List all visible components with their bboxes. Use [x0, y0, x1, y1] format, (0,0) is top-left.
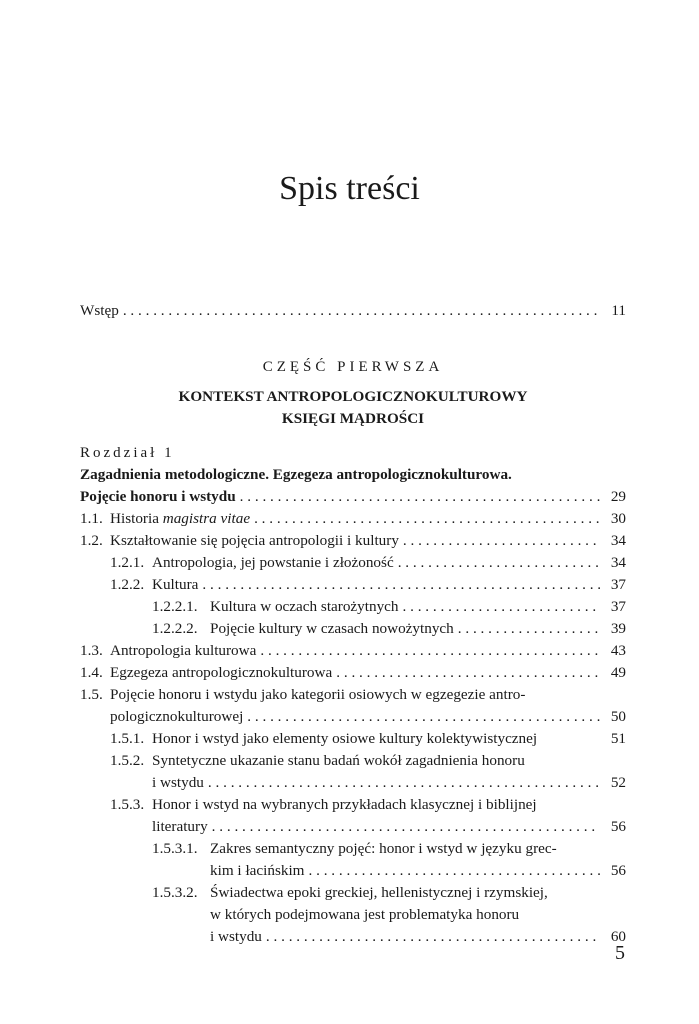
entry-text: Kultura w oczach starożytnych	[210, 598, 399, 615]
toc-entry	[80, 596, 626, 618]
entry-text: Antropologia, jej powstanie i złożoność	[152, 554, 394, 571]
toc-entry-chapter	[80, 486, 626, 508]
toc-entry-intro	[80, 300, 626, 322]
page-ref: 30	[610, 510, 626, 527]
toc-entry-multiline	[80, 684, 626, 706]
dot-leader	[403, 596, 600, 618]
dot-leader	[309, 860, 601, 882]
entry-text-pre: Historia	[110, 510, 163, 527]
chapter-title-line2: Pojęcie honoru i wstydu	[80, 488, 236, 505]
entry-text-line2: w których podejmowana jest problematyka honoru	[210, 906, 520, 923]
toc-entry	[80, 640, 626, 662]
entry-text-line2: literatury	[152, 818, 208, 835]
entry-number: 1.3.	[80, 642, 103, 659]
chapter-label: Rozdział 1	[80, 445, 175, 461]
entry-number: 1.4.	[80, 664, 103, 681]
toc-entry-multiline	[80, 750, 626, 772]
page-ref: 51	[610, 730, 626, 747]
toc-entry	[80, 552, 626, 574]
entry-text-line2: pologicznokulturowej	[110, 708, 244, 725]
entry-number: 1.2.2.1.	[152, 598, 198, 615]
toc-entry-continuation	[80, 816, 626, 838]
toc-entry	[80, 508, 626, 530]
dot-leader	[336, 662, 600, 684]
page-ref: 43	[610, 642, 626, 659]
entry-number: 1.5.	[80, 686, 103, 703]
dot-leader	[208, 772, 600, 794]
entry-number: 1.2.1.	[110, 554, 145, 571]
entry-number: 1.2.2.	[110, 576, 145, 593]
part-label: CZĘŚĆ PIERWSZA	[262, 359, 444, 375]
dot-leader	[260, 640, 600, 662]
page-ref: 56	[610, 818, 626, 835]
entry-text-line3: i wstydu	[210, 928, 262, 945]
toc-entry-multiline	[80, 838, 626, 860]
table-of-contents	[80, 300, 626, 948]
page-ref: 37	[610, 598, 626, 615]
page-number: 5	[615, 942, 625, 964]
toc-entry	[80, 574, 626, 596]
entry-text-line2: i wstydu	[152, 774, 204, 791]
toc-entry	[80, 662, 626, 684]
page-ref: 29	[610, 488, 626, 505]
toc-entry-continuation	[80, 706, 626, 728]
entry-number: 1.2.	[80, 532, 103, 549]
page-title: Spis treści	[279, 170, 420, 207]
page-ref: 34	[610, 554, 626, 571]
dot-leader	[247, 706, 600, 728]
dot-leader	[202, 574, 600, 596]
page-ref: 56	[610, 862, 626, 879]
entry-number: 1.5.3.2.	[152, 884, 198, 901]
entry-text	[110, 508, 250, 530]
entry-text-line1: Pojęcie honoru i wstydu jako kategorii osiowych w egzegezie antro-	[110, 686, 526, 703]
entry-text-line1: Świadectwa epoki greckiej, hellenistycznej i rzymskiej,	[210, 884, 548, 901]
toc-entry-continuation	[80, 772, 626, 794]
page-ref: 49	[610, 664, 626, 681]
page-ref: 60	[610, 928, 626, 945]
entry-number: 1.1.	[80, 510, 103, 527]
entry-text-line1: Zakres semantyczny pojęć: honor i wstyd w języku grec-	[210, 840, 557, 857]
entry-text-line1: Honor i wstyd na wybranych przykładach klasycznej i biblijnej	[152, 796, 537, 813]
entry-text-line1: Syntetyczne ukazanie stanu badań wokół zagadnienia honoru	[152, 752, 525, 769]
entry-text-line2: kim i łacińskim	[210, 862, 305, 879]
toc-entry	[80, 618, 626, 640]
entry-text: Kultura	[152, 576, 199, 593]
dot-leader	[212, 816, 600, 838]
page-ref: 37	[610, 576, 626, 593]
dot-leader	[266, 926, 600, 948]
toc-entry-continuation	[80, 904, 626, 926]
page-ref: 52	[610, 774, 626, 791]
page-ref: 11	[611, 302, 626, 319]
entry-text: Pojęcie kultury w czasach nowożytnych	[210, 620, 454, 637]
page-ref: 50	[610, 708, 626, 725]
part-title-line1: KONTEKST ANTROPOLOGICZNOKULTUROWY	[178, 388, 528, 405]
toc-entry-continuation	[80, 926, 626, 948]
part-title-line2: KSIĘGI MĄDROŚCI	[281, 410, 425, 427]
entry-text: Antropologia kulturowa	[110, 642, 257, 659]
entry-text: Honor i wstyd jako elementy osiowe kultury kolektywistycznej	[152, 730, 538, 747]
toc-entry-multiline	[80, 882, 626, 904]
dot-leader	[123, 300, 600, 322]
toc-entry-multiline	[80, 794, 626, 816]
entry-text-italic: magistra vitae	[162, 510, 251, 527]
dot-leader	[240, 486, 600, 508]
toc-entry	[80, 728, 626, 750]
entry-number: 1.5.1.	[110, 730, 145, 747]
page-ref: 34	[610, 532, 626, 549]
dot-leader	[254, 508, 600, 530]
toc-entry	[80, 530, 626, 552]
entry-number: 1.5.2.	[110, 752, 145, 769]
entry-text: Wstęp	[80, 302, 119, 319]
dot-leader	[458, 618, 600, 640]
page-ref: 39	[610, 620, 626, 637]
entry-number: 1.2.2.2.	[152, 620, 198, 637]
toc-entry-continuation	[80, 860, 626, 882]
entry-text: Kształtowanie się pojęcia antropologii i kultury	[110, 532, 399, 549]
chapter-title-line1: Zagadnienia metodologiczne. Egzegeza antropologicznokulturowa.	[80, 466, 512, 483]
entry-text: Egzegeza antropologicznokulturowa	[110, 664, 333, 681]
dot-leader	[403, 530, 600, 552]
entry-number: 1.5.3.	[110, 796, 145, 813]
dot-leader	[398, 552, 600, 574]
entry-number: 1.5.3.1.	[152, 840, 198, 857]
